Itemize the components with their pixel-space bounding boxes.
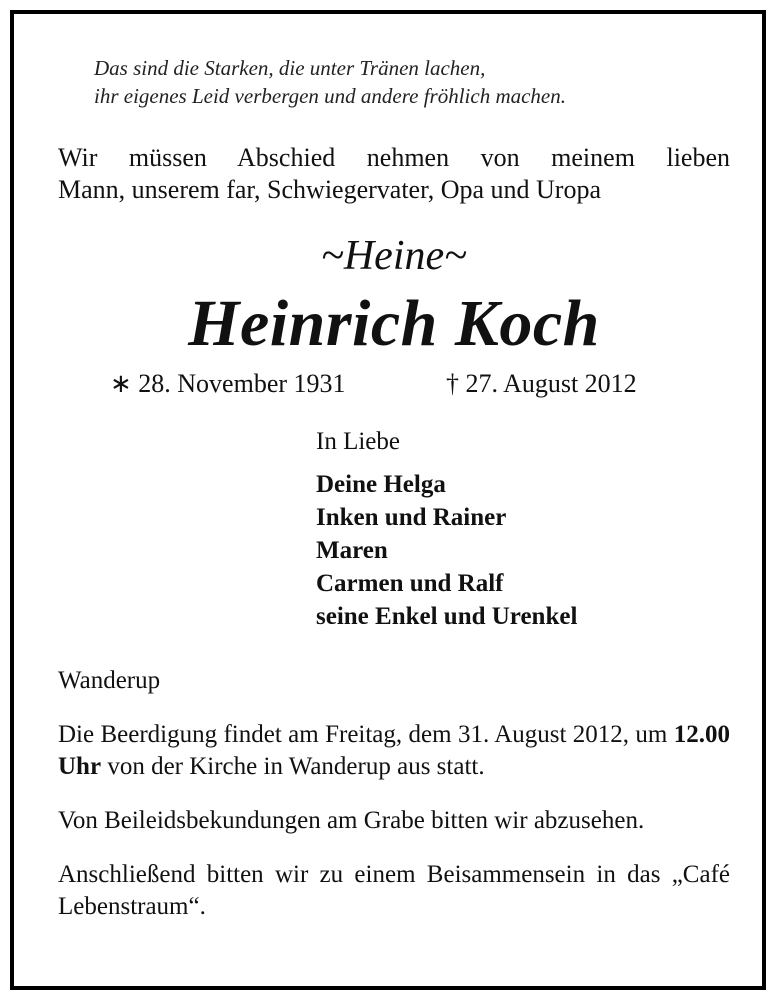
quote-line-1: Das sind die Starken, die unter Tränen lachen,: [94, 56, 486, 80]
mourner-item: Carmen und Ralf: [316, 570, 504, 597]
intro-line-2: Mann, unserem far, Schwiegervater, Opa und Uropa: [58, 175, 602, 204]
mourner-item: Inken und Rainer: [316, 504, 507, 531]
mourners-lead: In Liebe: [316, 428, 400, 455]
obituary-content: [58, 44, 730, 923]
funeral-notice: [58, 719, 730, 783]
funeral-time: 12.00 Uhr: [58, 721, 730, 780]
gathering-notice: Anschließend bitten wir zu einem Beisammensein in das „Café Lebenstraum“.: [58, 861, 730, 920]
birth-date: ∗ 28. November 1931: [110, 369, 346, 398]
condolences-notice: Von Beileidsbekundungen am Grabe bitten wir abzusehen.: [58, 807, 645, 834]
death-date: † 27. August 2012: [446, 369, 637, 398]
opening-quote: [94, 54, 730, 110]
funeral-text-2: von der Kirche in Wanderup aus statt.: [101, 753, 485, 780]
mourner-item: Deine Helga: [316, 471, 446, 498]
mourner-item: Maren: [316, 537, 388, 564]
location: Wanderup: [58, 667, 161, 694]
funeral-text-1: Die Beerdigung findet am Freitag, dem 31. August 2012, um: [58, 721, 674, 748]
intro-line-1: Wir müssen Abschied nehmen von meinem lieben: [58, 143, 730, 172]
quote-line-2: ihr eigenes Leid verbergen und andere fröhlich machen.: [94, 84, 566, 108]
deceased-nickname: ~Heine~: [321, 233, 467, 279]
mourner-item: seine Enkel und Urenkel: [316, 603, 578, 630]
intro-text: [58, 142, 730, 206]
mourners-list: [316, 426, 730, 633]
deceased-name: Heinrich Koch: [188, 287, 600, 360]
obituary-frame: [10, 10, 766, 990]
life-dates: [58, 368, 730, 400]
